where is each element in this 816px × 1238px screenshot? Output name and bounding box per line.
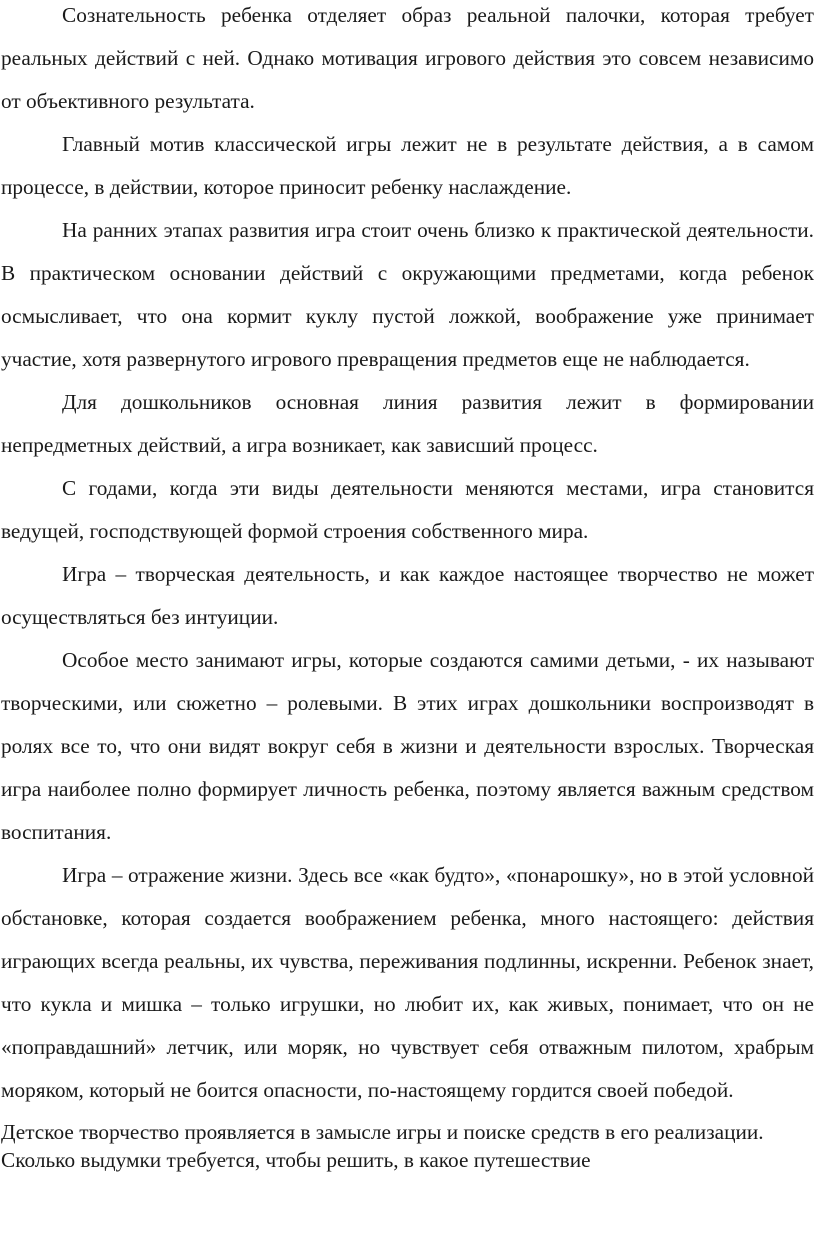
paragraph-early-stages: На ранних этапах развития игра стоит очень близко к практической деятельности. В практическом основании действий с окружающими предметами, когда ребенок осмысливает, что она кормит куклу пустой ложкой, воображение уже принимает участие, хотя развернутого игрового превращения предметов еще не наблюдается.	[1, 218, 814, 371]
paragraph-real-stick: Сознательность ребенка отделяет образ реальной палочки, которая требует реальных действий с ней. Однако мотивация игрового действия это совсем независимо от объективного результата.	[1, 3, 814, 113]
paragraph-creative-activity: Игра – творческая деятельность, и как каждое настоящее творчество не может осуществляться без интуиции.	[1, 562, 814, 629]
paragraph-childrens-creativity: Детское творчество проявляется в замысле игры и поиске средств в его реализации. Сколько выдумки требуется, чтобы решить, в какое путешествие	[1, 1120, 764, 1172]
paragraph-main-motive: Главный мотив классической игры лежит не в результате действия, а в самом процессе, в действии, которое приносит ребенку наслаждение.	[1, 132, 814, 199]
paragraph-preschoolers: Для дошкольников основная линия развития лежит в формировании непредметных действий, а игра возникает, как зависший процесс.	[1, 390, 814, 457]
paragraph-reflection-of-life: Игра – отражение жизни. Здесь все «как будто», «понарошку», но в этой условной обстановке, которая создается воображением ребенка, много настоящего: действия играющих всегда реальны, их чувства, переживания подлинны, искренни. Ребенок знает, что кукла и мишка – только игрушки, но любит их, как живых, понимает, что он не «поправдашний» летчик, или моряк, но чувствует себя отважным пилотом, храбрым моряком, который не боится опасности, по-настоящему гордится своей победой.	[1, 863, 814, 1102]
paragraph-over-years: С годами, когда эти виды деятельности меняются местами, игра становится ведущей, господствующей формой строения собственного мира.	[1, 476, 814, 543]
paragraph-special-place: Особое место занимают игры, которые создаются самими детьми, - их называют творческими, или сюжетно – ролевыми. В этих играх дошкольники воспроизводят в ролях все то, что они видят вокруг себя в жизни и деятельности взрослых. Творческая игра наиболее полно формирует личность ребенка, поэтому является важным средством воспитания.	[1, 648, 814, 844]
